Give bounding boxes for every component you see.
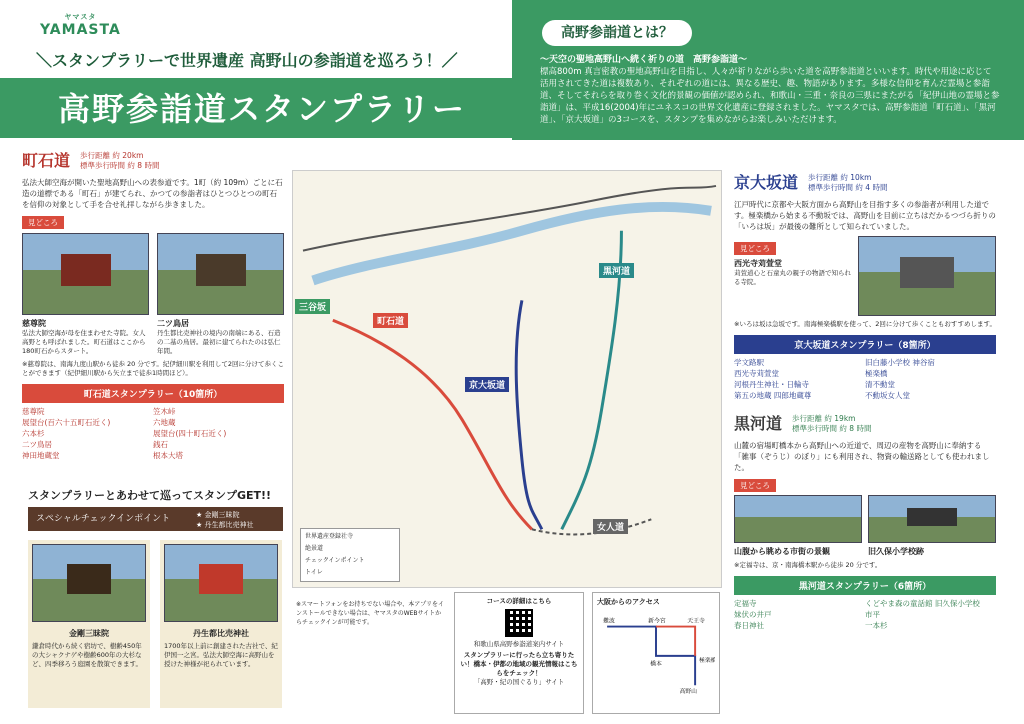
kyo-distance: 歩行距離 約 10km (808, 173, 872, 182)
access-box (592, 592, 720, 714)
map-label-choishi: 町石道 (373, 313, 408, 328)
kuroko-view-photo (734, 495, 862, 543)
about-text: 標高800m 真言密教の聖地高野山を目指し、人々が祈りながら歩いた道を高野参詣道といいます。時代や用途に応じて活用されてきた道は複数あり、それぞれの道には、異なる歴史、趣、物語があります。多様な信仰を育んだ霊場と参詣道、そしてそれらを取り巻く文化的景観の価値が認められ、和歌山・三重・奈良の三県にまたがる「紀伊山地の霊場と参詣道」は、平成16(2004)年にユネスコの世界文化遺産に登録されました。ヤマスタでは、高野参詣道「町石道」、「黒河道」、「京大坂道」の3コースを、スタンプを集めながらお楽しみいただけます。 (540, 67, 1000, 125)
legend-item: 世界遺産登録社寺 (305, 533, 354, 540)
qr-code-icon[interactable] (505, 609, 533, 637)
kyo-spot (734, 236, 996, 316)
legend-item: 絶景道 (305, 545, 324, 552)
karukaya-photo (858, 236, 996, 316)
course-info-sub: 和歌山県高野参詣道案内サイト (473, 640, 565, 648)
rally-point: 展望台(百六十五町石近く) (22, 418, 111, 427)
kyo-rally-list (734, 357, 996, 401)
kyo-title: 京大坂道 (734, 173, 799, 192)
kyo-time: 標準歩行時間 約 4 時間 (808, 183, 888, 192)
choishi-rally-title: 町石道スタンプラリー（10箇所） (22, 384, 284, 403)
rally-point: くどやま森の童話館 旧久保小学校 (865, 599, 980, 608)
niutsuhime-photo (164, 544, 278, 622)
kuroko-midokoro-tag: 見どころ (734, 479, 776, 492)
kuroko-desc: 山麓の宿場町橋本から高野山への近道で、周辺の産物を高野山に奉納する「雑事（ぞうじ）のぼり」にも利用され、物資の輸送路としても使われました。 (734, 441, 990, 472)
tagline: ＼スタンプラリーで世界遺産 高野山の参詣道を巡ろう！／ (36, 51, 458, 70)
rally-point: 銭石 (153, 440, 168, 449)
rally-point: 展望台(四十町石近く) (153, 429, 227, 438)
rally-point: 六本杉 (22, 429, 45, 438)
stamp-get-title: スタンプラリーとあわせて巡ってスタンプGET!! (28, 489, 272, 502)
logo-text: YAMASTA (40, 22, 121, 38)
kuroko-spot1 (734, 495, 862, 557)
futatsutorii-title: 二ツ鳥居 (157, 319, 189, 328)
choishi-time: 標準歩行時間 約 8 時間 (80, 161, 160, 170)
yamasta-logo (40, 12, 121, 38)
karukaya-text: 苅萱道心と石童丸の親子の物語で知られる寺院。 (734, 269, 851, 286)
futatsutorii-photo (157, 233, 284, 315)
rally-point: 西光寺苅萱堂 (734, 369, 779, 378)
rally-point: 旧白藤小学校 神谷宿 (865, 358, 935, 367)
logo-kana: ヤマスタ (64, 13, 97, 21)
station-label: 天王寺 (687, 618, 705, 625)
rally-point: 河根丹生神社・日輪寺 (734, 380, 809, 389)
kuroko-rally-list (734, 598, 996, 631)
jisonin-title: 慈尊院 (22, 319, 46, 328)
rally-point: 笠木峠 (153, 407, 176, 416)
rally-point: 清不動堂 (865, 380, 895, 389)
course-info-sub2: 「高野・紀の国ぐるり」サイト (473, 678, 565, 686)
choishi-photos (22, 233, 284, 356)
karukaya-title: 西光寺苅萱堂 (734, 259, 782, 268)
kuroko-photos (734, 495, 996, 557)
map-label-nyonin: 女人道 (593, 519, 628, 534)
spot-jisonin (22, 233, 149, 356)
special-item: ★ 丹生都比売神社 (196, 521, 254, 529)
choishi-meta (80, 151, 159, 171)
kuroko-rally-title: 黒河道スタンプラリー（6箇所） (734, 576, 996, 595)
special-checkin-list (196, 510, 254, 530)
rally-point: 市平 (865, 610, 880, 619)
choishi-section (22, 148, 284, 461)
map-label-kyo: 京大坂道 (465, 377, 509, 392)
card-kongo-sanmaiin (28, 540, 150, 708)
choishi-note: ※慈尊院は、南海九度山駅から徒歩 20 分です。紀伊細川駅を利用して2回に分けて歩くことができます（紀伊細川駅から矢立まで徒歩1時間ほど）。 (22, 360, 284, 377)
kyo-spot-text (734, 236, 852, 316)
special-checkin-bar: スペシャルチェックインポイント (28, 507, 283, 531)
kyo-section (734, 170, 996, 631)
station-label: 橋本 (650, 661, 662, 668)
kyo-meta (808, 173, 887, 193)
route-map (292, 170, 722, 588)
kubo-school-photo (868, 495, 996, 543)
kongo-title: 金剛三昧院 (69, 629, 109, 638)
map-notes: ※スマートフォンをお持ちでない場合や、本アプリをインストールできない場合は、ヤマスタのWEBサイトからチェックインが可能です。 (296, 601, 445, 626)
course-info-box (454, 592, 584, 714)
rally-point: 慈尊院 (22, 407, 45, 416)
page-title: 高野参詣道スタンプラリー (58, 90, 467, 128)
station-label: 新今宮 (648, 618, 666, 625)
jisonin-text: 弘法大師空海が母を住まわせた寺院。女人高野とも呼ばれました。町石道はここから180町石からスタート。 (22, 329, 146, 355)
kyo-head (734, 170, 996, 193)
map-label-kuroko: 黒河道 (599, 263, 634, 278)
rally-point: 第五の地蔵 四郎地蔵尊 (734, 391, 812, 400)
station-label: 難波 (603, 618, 615, 625)
rally-point: 一本杉 (865, 621, 888, 630)
access-diagram (597, 607, 715, 695)
kuroko-spot2 (868, 495, 996, 557)
rally-point: 根本大塔 (153, 451, 183, 460)
kyo-rally-title: 京大坂道スタンプラリー（8箇所） (734, 335, 996, 354)
choishi-desc: 弘法大師空海が開いた聖地高野山への表参道です。1町（約 109m）ごとに石造の道標である「町石」が建てられ、かつての参詣者はひとつひとつの町石を信仰の対象として手を合せ礼拝しながら歩きました。 (22, 178, 283, 209)
kongo-photo (32, 544, 146, 622)
rally-point: 二ツ鳥居 (22, 440, 52, 449)
niutsuhime-text: 1700年以上前に創建された古社で、紀伊国一之宮。弘法大師空海に高野山を授けた神様が祀られています。 (164, 642, 278, 668)
kuroko-meta (792, 414, 871, 434)
kuroko-time: 標準歩行時間 約 8 時間 (792, 424, 872, 433)
about-subtitle: 〜天空の聖地高野山へ続く祈りの道 高野参詣道〜 (540, 55, 748, 65)
rally-point: 学文路駅 (734, 358, 764, 367)
kuroko-note: ※定福寺は、京・南海橋本駅から徒歩 20 分です。 (734, 561, 882, 569)
rally-point: 神田地蔵堂 (22, 451, 60, 460)
legend-item: チェックインポイント (305, 557, 365, 564)
niutsuhime-title: 丹生都比売神社 (193, 629, 249, 638)
legend-item: トイレ (305, 569, 323, 576)
kuroko-spot2-title: 旧久保小学校跡 (868, 547, 924, 556)
rally-point: 春日神社 (734, 621, 764, 630)
kyo-desc: 江戸時代に京都や大阪方面から高野山を目指す多くの参詣者が利用した道です。極楽橋から始まる不動坂では、高野山を目前に立ちはだかるつづら折りの「いろは坂」が最後の難所として知られていました。 (734, 200, 996, 231)
futatsutorii-text: 丹生都比売神社の境内の南端にある、石造の二基の鳥居。最初に建てられたのは弘仁年間。 (157, 329, 281, 355)
header (0, 0, 1024, 140)
choishi-head (22, 148, 284, 171)
map-label-sanya: 三谷坂 (295, 299, 330, 314)
kuroko-head (734, 411, 996, 434)
access-title: 大阪からのアクセス (597, 598, 660, 606)
choishi-rally-list (22, 406, 284, 461)
kongo-text: 鎌倉時代から続く宿坊で、樹齢450年の大シャクナゲや樹齢600年の大杉など、四季移ろう庭園を散策できます。 (32, 642, 142, 668)
special-item: ★ 金剛三昧院 (196, 511, 240, 519)
kuroko-distance: 歩行距離 約 19km (792, 414, 856, 423)
rally-point: 不動坂女人堂 (865, 391, 910, 400)
rally-point: 六地蔵 (153, 418, 176, 427)
kuroko-title: 黒河道 (734, 414, 783, 433)
spot-futatsutorii (157, 233, 284, 356)
jisonin-photo (22, 233, 149, 315)
kuroko-spot1-title: 山腹から眺める市街の景観 (734, 547, 830, 556)
choishi-distance: 歩行距離 約 20km (80, 151, 144, 160)
course-info-title: コースの詳細はこちら (486, 597, 552, 605)
station-label: 高野山 (679, 689, 698, 695)
map-legend (300, 528, 400, 582)
rally-point: 定福寺 (734, 599, 757, 608)
rally-point: 妹伏の井戸 (734, 610, 772, 619)
choishi-title: 町石道 (22, 151, 71, 170)
kyo-note: ※いろは坂は急坂です。南海極楽橋駅を使って、2回に分けて歩くこともおすすめします。 (734, 320, 996, 328)
kyo-midokoro-tag: 見どころ (734, 242, 776, 255)
rally-point: 極楽橋 (865, 369, 888, 378)
choishi-midokoro-tag: 見どころ (22, 216, 64, 229)
course-info-question: スタンプラリーに行ったら立ち寄りたい！橋本・伊都の地域の観光情報はこちらをチェック！ (460, 651, 578, 677)
card-niutsuhime (160, 540, 282, 708)
station-label: 極楽橋 (699, 657, 715, 664)
header-left (0, 0, 512, 140)
about-title: 高野参詣道とは？ (542, 20, 692, 46)
